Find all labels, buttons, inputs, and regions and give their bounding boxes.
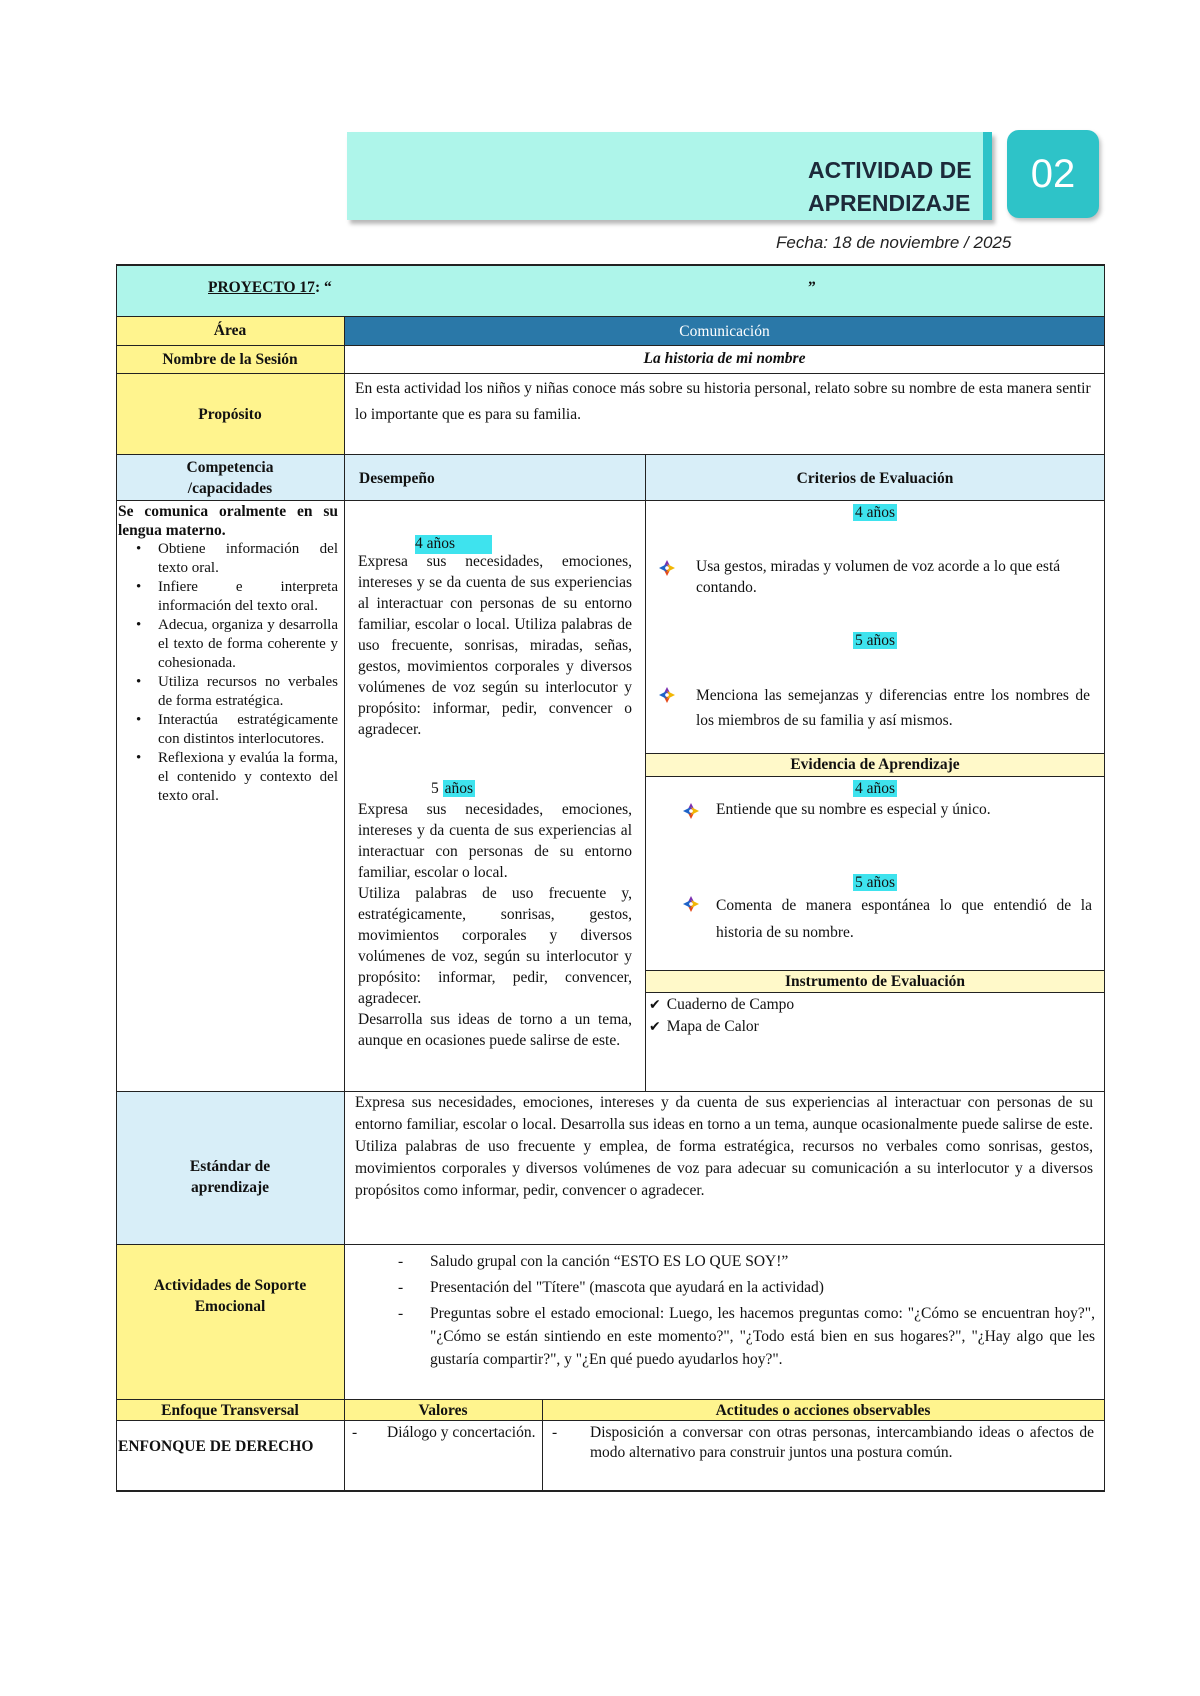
evidence-age4-label-cell — [645, 778, 1105, 799]
evidence-title: Evidencia de Aprendizaje — [790, 756, 960, 773]
instrument-item: ✔ Mapa de Calor — [649, 1018, 759, 1035]
criteria-age4-label-cell — [645, 502, 1105, 523]
transversal-approach: ENFONQUE DE DERECHO — [118, 1438, 314, 1455]
competence-title: Se comunica oralmente en su lengua materno. — [118, 503, 338, 539]
transversal-attitude-cell — [552, 1423, 1094, 1463]
arrow-bullet-icon — [682, 892, 702, 918]
performance-age5-paragraph-2: Utiliza palabras de uso frecuente y, estratégicamente, sonrisas, gestos, movimientos corporales y diversos volúmenes de voz, según su interlocutor y propósito: informar, pedir, convencer, agradecer. — [358, 885, 632, 1007]
date-label: Fecha: 18 de noviembre / 2025 — [776, 233, 1012, 252]
dash-marker: - — [552, 1424, 558, 1441]
support-label: Actividades de Soporte Emocional — [153, 1277, 307, 1315]
support-item: - Presentación del "Títere" (mascota que ayudará en la actividad) — [430, 1276, 1095, 1299]
purpose-text: En esta actividad los niños y niñas conoce más sobre su historia personal, relato sobre su nombre de esta manera sentir lo importante que es para su familia. — [355, 380, 1091, 423]
evidence-age4-label: 4 años — [854, 780, 896, 797]
area-label: Área — [213, 322, 247, 339]
evidence-age4-item — [682, 799, 1092, 825]
evidence-age5-text: Comenta de manera espontánea lo que entendió de la historia de su nombre. — [716, 897, 1092, 941]
criteria-age4-text: Usa gestos, miradas y volumen de voz acorde a lo que está contando. — [696, 558, 1061, 596]
criteria-age5-label: 5 años — [854, 632, 896, 649]
transversal-header-approach: Enfoque Transversal — [161, 1402, 299, 1419]
instrument-title: Instrumento de Evaluación — [785, 973, 965, 990]
performance-age5-text — [358, 799, 632, 1051]
transversal-header-attitudes: Actitudes o acciones observables — [715, 1402, 931, 1419]
performance-age5-paragraph-1: Expresa sus necesidades, emociones, intereses y da cuenta de sus experiencias al interactuar con personas de su entorno familiar, escolar o local. — [358, 801, 632, 881]
project-title — [208, 277, 332, 298]
support-activities — [344, 1250, 1095, 1374]
transversal-header-values: Valores — [418, 1402, 468, 1419]
standard-text: Expresa sus necesidades, emociones, intereses y da cuenta de sus experiencias al interactuar con personas de su entorno familiar, escolar o local. Desarrolla sus ideas en torno a un tema, aunque ocasionalmente puede salirse de este. Utiliza palabras de uso frecuente y emplea, de forma estratégica, recursos no verbales como sonrisas, gestos, movimientos corporales y diversos volúmenes de voz para adecuar su comunicación a su interlocutor y a diversos propósitos como informar, pedir, convencer o agradecer. — [355, 1094, 1093, 1199]
criteria-age4-label: 4 años — [854, 504, 896, 521]
performance-age5-label — [431, 778, 475, 799]
criteria-column-header: Criterios de Evaluación — [796, 470, 954, 487]
performance-age5-paragraph-3: Desarrolla sus ideas de torno a un tema, aunque en ocasiones puede salirse de este. — [358, 1011, 632, 1049]
project-open-quote: : “ — [314, 279, 332, 296]
support-label-cell — [116, 1244, 344, 1399]
criteria-age5-item — [658, 683, 1090, 733]
capacities-list — [118, 540, 338, 806]
transversal-value-cell — [352, 1423, 537, 1443]
competence-column-header: Competencia /capacidades — [186, 459, 274, 497]
evidence-age5-label: 5 años — [854, 874, 896, 891]
arrow-bullet-icon — [658, 556, 678, 582]
competence-cell — [118, 502, 338, 806]
performance-age4-text: Expresa sus necesidades, emociones, intereses y se da cuenta de sus experiencias al interactuar con personas de su entorno familiar, escolar o local. Utiliza palabras de uso frecuente, sonrisas, miradas, señas, gestos, movimientos corporales y diversos volúmenes de voz según su interlocutor y propósito: informar, pedir, convencer o agradecer. — [358, 553, 632, 738]
title-line-2: APRENDIZAJE — [808, 190, 971, 216]
capacity-item: • Utiliza recursos no verbales de forma estratégica. — [158, 673, 338, 711]
arrow-bullet-icon — [682, 799, 702, 825]
performance-age4-label: 4 años — [415, 535, 456, 552]
transversal-attitude: Disposición a conversar con otras personas, intercambiando ideas o afectos de modo alternativo para construir juntos una postura común. — [590, 1424, 1094, 1461]
capacity-item: • Adecua, organiza y desarrolla el texto de forma coherente y cohesionada. — [158, 616, 338, 673]
title-line-1: ACTIVIDAD DE — [808, 157, 972, 183]
arrow-bullet-icon — [658, 683, 678, 709]
session-label: Nombre de la Sesión — [162, 351, 298, 368]
area-value: Comunicación — [679, 323, 770, 340]
capacity-item: • Infiere e interpreta información del texto oral. — [158, 578, 338, 616]
evidence-age5-label-cell — [645, 872, 1105, 893]
project-label: PROYECTO 17 — [208, 279, 315, 296]
criteria-age5-text: Menciona las semejanzas y diferencias entre los nombres de los miembros de su familia y así mismos. — [696, 687, 1090, 729]
standard-label: Estándar de aprendizaje — [189, 1158, 271, 1196]
evidence-age5-item — [682, 892, 1092, 946]
transversal-value: Diálogo y concertación. — [387, 1424, 536, 1441]
instrument-item: ✔ Cuaderno de Campo — [649, 996, 795, 1013]
evidence-age4-text: Entiende que su nombre es especial y único. — [716, 801, 991, 818]
capacity-item: • Reflexiona y evalúa la forma, el contenido y contexto del texto oral. — [158, 749, 338, 806]
dash-marker: - — [352, 1424, 358, 1441]
performance-age5-word: años — [444, 780, 474, 797]
capacity-item: • Obtiene información del texto oral. — [158, 540, 338, 578]
support-item: - Saludo grupal con la canción “ESTO ES LO QUE SOY!” — [430, 1250, 1095, 1273]
session-name: La historia de mi nombre — [643, 350, 806, 367]
performance-column-header: Desempeño — [359, 470, 435, 487]
check-icon: ✔ — [649, 1019, 661, 1035]
project-close-quote: ” — [808, 279, 816, 296]
capacity-item: • Interactúa estratégicamente con distintos interlocutores. — [158, 711, 338, 749]
performance-age5-number: 5 — [431, 780, 439, 797]
criteria-age5-label-cell — [645, 630, 1105, 651]
instrument-list — [649, 994, 794, 1038]
criteria-age4-item — [658, 556, 1090, 598]
purpose-label: Propósito — [198, 406, 262, 423]
activity-number-badge: 02 — [1007, 130, 1099, 218]
support-item: - Preguntas sobre el estado emocional: Luego, les hacemos preguntas como: "¿Cómo se encuentran hoy?", "¿Cómo se están sintiendo en este momento?", "¿Todo está bien en sus hogares?", "¿Hay algo que les gustaría compartir?", y "¿En qué puedo ayudarlos hoy?". — [430, 1302, 1095, 1371]
document-title — [808, 154, 988, 220]
check-icon: ✔ — [649, 997, 661, 1013]
